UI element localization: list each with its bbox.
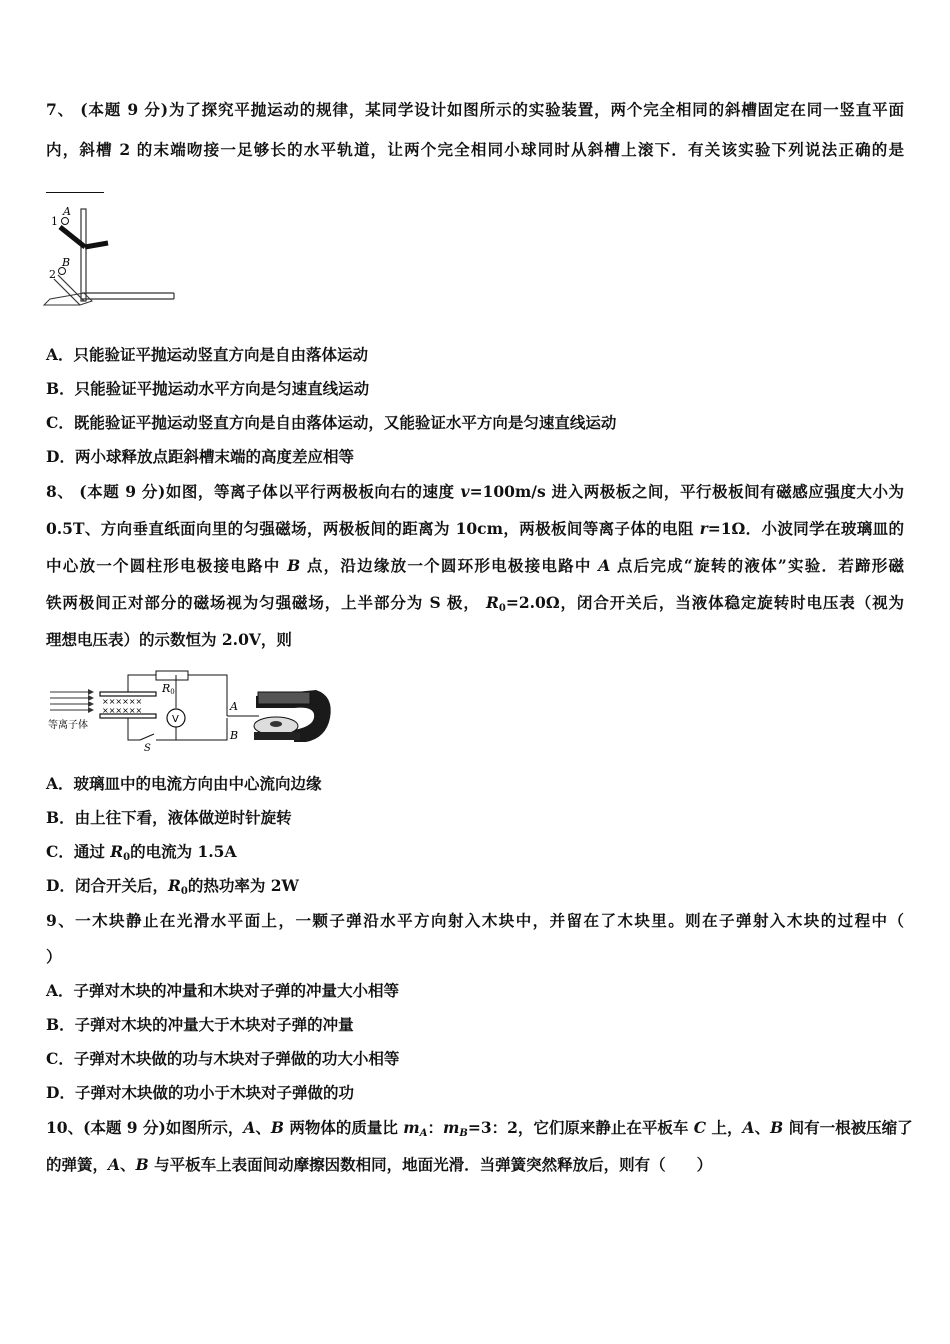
fig8-field-cross-row2: ×××××× (102, 706, 143, 715)
fig8-switch-label: S (144, 743, 151, 753)
q10-text: 、 (255, 1118, 271, 1137)
q10-text: 与平板车上表面间动摩擦因数相同，地面光滑．当弹簧突然释放后，则有（ ） (148, 1155, 713, 1174)
q8-option-a: A．玻璃皿中的电流方向由中心流向边缘 (46, 774, 322, 793)
q10-text: 两物体的质量比 (283, 1118, 404, 1137)
q9-stem-line1: 9、一木块静止在光滑水平面上，一颗子弹沿水平方向射入木块中，并留在了木块里。则在子弹射入木块的过程中（ (46, 911, 904, 930)
fig8-plasma-label: 等离子体 (48, 720, 88, 731)
q10-text: 10、(本题 9 分)如图所示， (46, 1118, 244, 1137)
q8-option-c (46, 842, 236, 868)
q10-var-c: C (693, 1118, 707, 1137)
q9-option-a: A．子弹对木块的冲量和木块对子弹的冲量大小相等 (46, 981, 400, 1000)
q8-text: 0.5T、方向垂直纸面向里的匀强磁场，两极板间的距离为 10cm，两极板间等离子体的电阻 (46, 519, 700, 538)
q8-var-v: v (460, 482, 470, 501)
q8-stem-line2 (46, 519, 904, 539)
q10-text: 间有一根被压缩了 (783, 1118, 913, 1137)
q10-stem-line2 (46, 1155, 712, 1175)
fig7-label-1: 1 (51, 215, 58, 228)
q10-var-a: A (243, 1118, 256, 1137)
fig7-label-b: B (62, 256, 71, 269)
q10-var-b: B (770, 1118, 784, 1137)
fig8-field-cross-row1: ×××××× (102, 697, 143, 706)
q8-text: =1Ω．小波同学在玻璃皿的 (707, 519, 904, 538)
q9-option-b: B．子弹对木块的冲量大于木块对子弹的冲量 (46, 1015, 354, 1034)
q8-option-d-r0: R (167, 876, 181, 895)
q8-stem-line3 (46, 556, 904, 576)
q8-text: 点，沿边缘放一个圆环形电极接电路中 (300, 556, 599, 575)
answer-blank (46, 192, 104, 193)
q10-var-b: B (270, 1118, 284, 1137)
q8-option-c-sub: 0 (123, 852, 131, 863)
q7-stem-line1: 7、 (本题 9 分)为了探究平抛运动的规律，某同学设计如图所示的实验装置，两个完全相同的斜槽固定在同一竖直平面 (46, 100, 904, 119)
q8-option-c-text: C．通过 (46, 842, 111, 861)
q8-text: 铁两极间正对部分的磁场视为匀强磁场，上半部分为 S 极， (46, 593, 487, 612)
q8-text: 8、 (本题 9 分)如图，等离子体以平行两极板向右的速度 (46, 482, 461, 501)
q10-text: 的弹簧， (46, 1155, 109, 1174)
q8-var-r0: R (486, 593, 499, 612)
q7-option-a: A．只能验证平抛运动竖直方向是自由落体运动 (46, 345, 369, 364)
fig8-point-b: B (230, 729, 239, 742)
q10-text: 、 (754, 1118, 771, 1137)
q8-option-b: B．由上往下看，液体做逆时针旋转 (46, 808, 292, 827)
q9-option-c: C．子弹对木块做的功与木块对子弹做的功大小相等 (46, 1049, 400, 1068)
q9-stem-line2: ） (46, 947, 62, 966)
q10-var-m: m (442, 1118, 460, 1137)
q8-option-d-text: 的热功率为 2W (187, 876, 299, 895)
q8-var-r: r (699, 519, 708, 538)
q8-var-b: B (287, 556, 301, 575)
q8-text: 点后完成“旋转的液体”实验．若蹄形磁 (610, 556, 904, 575)
q10-var-a: A (108, 1155, 121, 1174)
fig8-r0-sub: 0 (170, 688, 175, 696)
fig7-label-2: 2 (49, 268, 56, 281)
q8-option-d-sub: 0 (180, 886, 188, 897)
q8-text: 中心放一个圆柱形电极接电路中 (46, 556, 288, 575)
q10-var-m: m (403, 1118, 420, 1137)
q10-text: =3：2，它们原来静止在平板车 (467, 1118, 694, 1137)
q10-sub-a: A (419, 1128, 428, 1139)
q10-text: ： (427, 1118, 443, 1137)
q8-option-d (46, 876, 299, 902)
q8-option-c-text: 的电流为 1.5A (130, 842, 237, 861)
q8-option-d-text: D．闭合开关后， (46, 876, 168, 895)
fig8-r0-label (161, 682, 175, 696)
q10-text: 上， (706, 1118, 743, 1137)
q8-text: =100m/s 进入两极板之间，平行极板间有磁感应强度大小为 (469, 482, 905, 501)
q8-figure-circuit (44, 668, 334, 753)
q7-option-c: C．既能验证平抛运动竖直方向是自由落体运动，又能验证水平方向是匀速直线运动 (46, 413, 617, 432)
fig8-point-a: A (230, 700, 238, 713)
fig8-voltmeter-label: V (172, 714, 179, 725)
q8-stem-line4 (46, 593, 904, 619)
q7-option-d: D．两小球释放点距斜槽末端的高度差应相等 (46, 447, 354, 466)
q8-stem-line1 (46, 482, 904, 502)
q8-stem-line5: 理想电压表）的示数恒为 2.0V，则 (46, 630, 292, 649)
q10-var-a: A (742, 1118, 755, 1137)
q10-var-b: B (135, 1155, 149, 1174)
fig8-r0-name: R (162, 682, 171, 695)
q8-option-c-r0: R (110, 842, 124, 861)
q10-stem-line1 (46, 1118, 913, 1144)
q7-option-b: B．只能验证平抛运动水平方向是匀速直线运动 (46, 379, 370, 398)
q7-stem-line2: 内，斜槽 2 的末端吻接一足够长的水平轨道，让两个完全相同小球同时从斜槽上滚下．有关该实验下列说法正确的是 (46, 140, 904, 159)
q10-sub-b: B (459, 1128, 468, 1139)
q8-sub: 0 (498, 603, 506, 614)
q8-text: =2.0Ω，闭合开关后，当液体稳定旋转时电压表（视为 (505, 593, 904, 612)
q10-text: 、 (120, 1155, 136, 1174)
q7-figure-inclined-tracks (40, 205, 180, 315)
q8-var-a: A (598, 556, 611, 575)
q9-option-d: D．子弹对木块做的功小于木块对子弹做的功 (46, 1083, 354, 1102)
fig7-label-a: A (63, 205, 71, 218)
